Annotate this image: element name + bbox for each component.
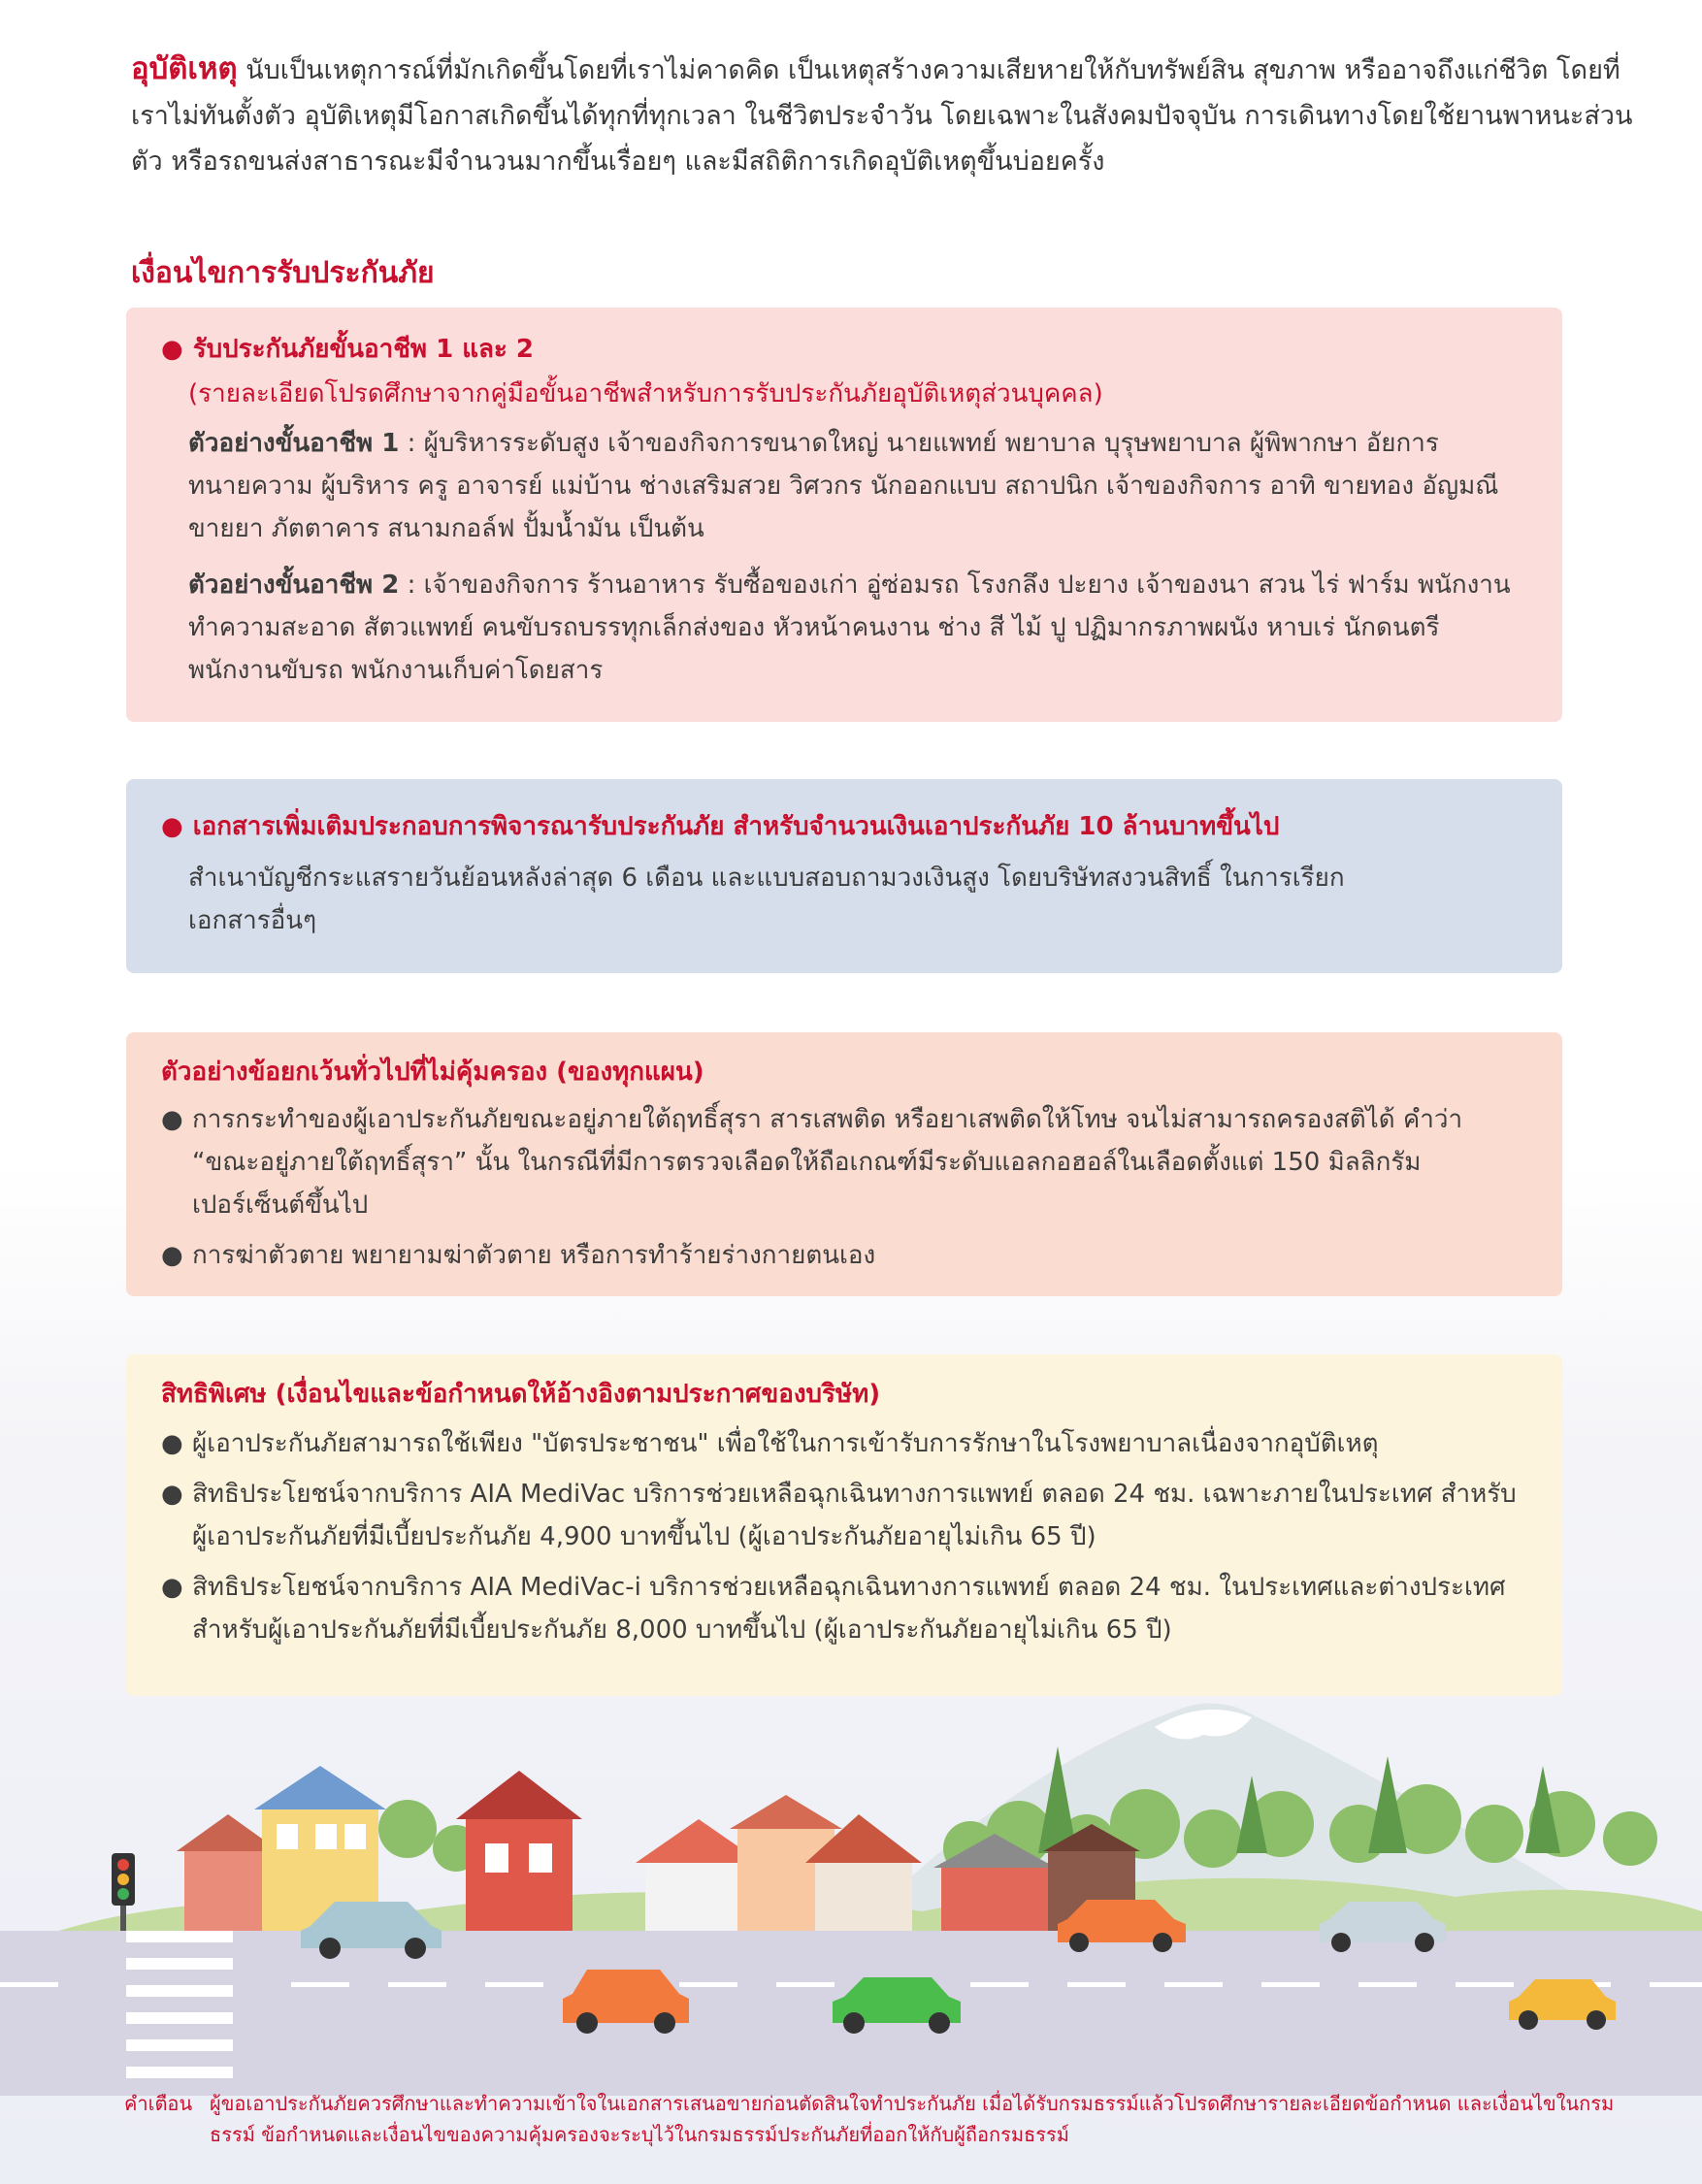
houses-illustration	[177, 1766, 1140, 1936]
occupation-example-1: ตัวอย่างขั้นอาชีพ 1 : ผู้บริหารระดับสูง เจ้าของกิจการขนาดใหญ่ นายแพทย์ พยาบาล บุรุษพยาบาล ผู้พิพากษา อัยการ ทนายความ ผู้บริหาร ครู อาจารย์ แม่บ้าน ช่างเสริมสวย วิศวกร นักออกแบบ สถาปนิก เจ้าของกิจการ อาทิ ขายทอง อัญมณี ขายยา ภัตตาคาร สนามกอล์ฟ ปั้มน้ำมัน เป็นต้น	[188, 429, 1499, 543]
footer-warning-text: ผู้ขอเอาประกันภัยควรศึกษาและทำความเข้าใจในเอกสารเสนอขายก่อนตัดสินใจทำประกันภัย เมื่อได้รับกรมธรรม์แล้วโปรดศึกษารายละเอียดข้อกำหนด และเงื่อนไขในกรมธรรม์ ข้อกำหนดและเงื่อนไขของความคุ้มครองจะระบุไว้ในกรมธรรม์ประกันภัยที่ออกให้กับผู้ถือกรมธรรม์	[210, 2092, 1615, 2146]
additional-documents-heading: ● เอกสารเพิ่มเติมประกอบการพิจารณารับประกันภัย สำหรับจำนวนเงินเอาประกันภัย 10 ล้านบาทขึ้นไป	[161, 812, 1280, 841]
town-road-illustration	[0, 1688, 1702, 2096]
exclusions-box	[126, 1032, 1562, 1296]
additional-documents-text: สำเนาบัญชีกระแสรายวันย้อนหลังล่าสุด 6 เดือน และแบบสอบถามวงเงินสูง โดยบริษัทสงวนสิทธิ์ ในการเรียกเอกสารอื่นๆ	[188, 864, 1345, 935]
exclusions-heading: ตัวอย่างข้อยกเว้นทั่วไปที่ไม่คุ้มครอง (ของทุกแผน)	[161, 1058, 704, 1087]
occupation-subheading: (รายละเอียดโปรดศึกษาจากคู่มือขั้นอาชีพสำหรับการรับประกันภัยอุบัติเหตุส่วนบุคคล)	[188, 379, 1103, 408]
intro-keyword: อุบัติเหตุ	[131, 51, 238, 86]
bullet-icon: ●	[161, 1241, 183, 1270]
occupation-example-2: ตัวอย่างขั้นอาชีพ 2 : เจ้าของกิจการ ร้านอาหาร รับซื้อของเก่า อู่ซ่อมรถ โรงกลึง ปะยาง เจ้าของนา สวน ไร่ ฟาร์ม พนักงานทำความสะอาด สัตวแพทย์ คนขับรถบรรทุกเล็กส่งของ หัวหน้าคนงาน ช่าง สี ไม้ ปู ปฏิมากรภาพผนัง หาบเร่ นักดนตรี พนักงานขับรถ พนักงานเก็บค่าโดยสาร	[188, 570, 1511, 685]
list-item: ● การฆ่าตัวตาย พยายามฆ่าตัวตาย หรือการทำร้ายร่างกายตนเอง	[161, 1234, 1529, 1277]
intro-text: นับเป็นเหตุการณ์ที่มักเกิดขึ้นโดยที่เราไม่คาดคิด เป็นเหตุสร้างความเสียหายให้กับทรัพย์สิน สุขภาพ หรืออาจถึงแก่ชีวิต โดยที่เราไม่ทันตั้งตัว อุบัติเหตุมีโอกาสเกิดขึ้นได้ทุกที่ทุกเวลา ในชีวิตประจำวัน โดยเฉพาะในสังคมปัจจุบัน การเดินทางโดยใช้ยานพาหนะส่วนตัว หรือรถขนส่งสาธารณะมีจำนวนมากขึ้นเรื่อยๆ และมีสถิติการเกิดอุบัติเหตุขึ้นบ่อยครั้ง	[131, 55, 1633, 177]
bullet-icon: ●	[161, 1573, 183, 1602]
list-item: ● การกระทำของผู้เอาประกันภัยขณะอยู่ภายใต้ฤทธิ์สุรา สารเสพติด หรือยาเสพติดให้โทษ จนไม่สามารถครองสติได้ คำว่า “ขณะอยู่ภายใต้ฤทธิ์สุรา” นั้น ในกรณีที่มีการตรวจเลือดให้ถือเกณฑ์มีระดับแอลกอฮอล์ในเลือดตั้งแต่ 150 มิลลิกรัมเปอร์เซ็นต์ขึ้นไป	[161, 1098, 1529, 1226]
intro-paragraph	[131, 47, 1645, 184]
bullet-icon: ●	[161, 1480, 183, 1509]
occupation-class-box	[126, 308, 1562, 722]
additional-documents-box	[126, 779, 1562, 973]
bullet-icon: ●	[161, 1429, 183, 1458]
privileges-box	[126, 1354, 1562, 1696]
bullet-icon: ●	[161, 812, 183, 841]
list-item: ● สิทธิประโยชน์จากบริการ AIA MediVac-i บริการช่วยเหลือฉุกเฉินทางการแพทย์ ตลอด 24 ชม. ในประเทศและต่างประเทศ สำหรับผู้เอาประกันภัยที่มีเบี้ยประกันภัย 8,000 บาทขึ้นไป (ผู้เอาประกันภัยอายุไม่เกิน 65 ปี)	[161, 1566, 1529, 1651]
section-heading: เงื่อนไขการรับประกันภัย	[131, 256, 435, 290]
occupation-heading: ● รับประกันภัยขั้นอาชีพ 1 และ 2	[161, 335, 535, 364]
list-item: ● สิทธิประโยชน์จากบริการ AIA MediVac บริการช่วยเหลือฉุกเฉินทางการแพทย์ ตลอด 24 ชม. เฉพาะภายในประเทศ สำหรับผู้เอาประกันภัยที่มีเบี้ยประกันภัย 4,900 บาทขึ้นไป (ผู้เอาประกันภัยอายุไม่เกิน 65 ปี)	[161, 1473, 1529, 1558]
footer-warning-label: คำเตือน	[124, 2092, 193, 2115]
privileges-list	[161, 1422, 1529, 1659]
privileges-heading: สิทธิพิเศษ (เงื่อนไขและข้อกำหนดให้อ้างอิงตามประกาศของบริษัท)	[161, 1380, 881, 1409]
bullet-icon: ●	[161, 335, 183, 364]
bullet-icon: ●	[161, 1105, 183, 1134]
exclusions-list	[161, 1098, 1529, 1285]
list-item: ● ผู้เอาประกันภัยสามารถใช้เพียง "บัตรประชาชน" เพื่อใช้ในการเข้ารับการรักษาในโรงพยาบาลเนื่องจากอุบัติเหตุ	[161, 1422, 1529, 1465]
